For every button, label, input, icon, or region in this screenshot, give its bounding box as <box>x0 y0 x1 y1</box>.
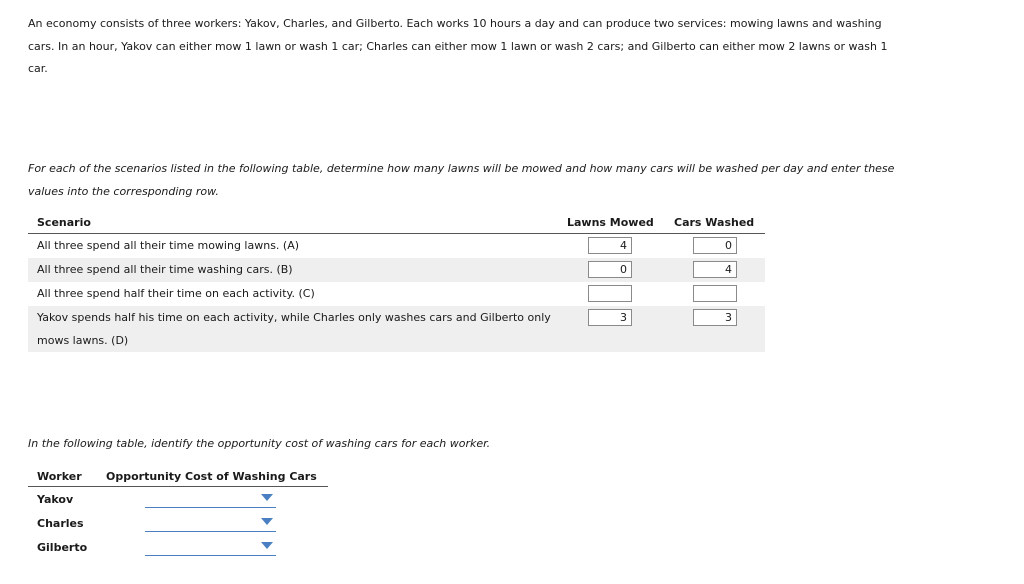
lawns-mowed-input[interactable]: 0 <box>588 261 632 278</box>
cars-washed-input[interactable]: 0 <box>693 237 737 254</box>
worker-name: Charles <box>37 517 84 530</box>
lawns-mowed-input[interactable] <box>588 285 632 302</box>
scenario-table <box>28 213 765 352</box>
worker-name: Gilberto <box>37 541 88 554</box>
table-row <box>28 511 328 535</box>
opportunity-cost-dropdown-gilberto[interactable] <box>145 539 276 556</box>
scenario-table-header <box>28 213 765 234</box>
opportunity-cost-dropdown-yakov[interactable] <box>145 491 276 508</box>
cars-washed-input[interactable] <box>693 285 737 302</box>
header-scenario: Scenario <box>37 216 91 229</box>
opportunity-cost-dropdown-charles[interactable] <box>145 515 276 532</box>
opportunity-cost-table <box>28 465 328 559</box>
header-cars-washed: Cars Washed <box>674 216 755 229</box>
opportunity-cost-instructions: In the following table, identify the opportunity cost of washing cars for each worker. <box>28 437 491 450</box>
table-row <box>28 282 765 306</box>
scenario-label: All three spend all their time mowing lawns. (A) <box>37 239 300 252</box>
table-row <box>28 258 765 282</box>
cars-washed-input[interactable]: 4 <box>693 261 737 278</box>
problem-statement: An economy consists of three workers: Yakov, Charles, and Gilberto. Each works 10 hours a day and can produce two services: mowing lawns and washing cars. In an hour, Yakov can either mow 1 lawn or wash 1 car; Charles can either mow 1 lawn or wash 2 cars; and Gilberto can either mow 2 lawns or wash 1 car. <box>28 17 888 75</box>
lawns-mowed-input[interactable]: 3 <box>588 309 632 326</box>
lawns-mowed-input[interactable]: 4 <box>588 237 632 254</box>
header-worker: Worker <box>37 470 82 483</box>
table-row <box>28 535 328 559</box>
table-row <box>28 306 765 352</box>
scenario-label: All three spend all their time washing cars. (B) <box>37 263 293 276</box>
cars-washed-input[interactable]: 3 <box>693 309 737 326</box>
worker-name: Yakov <box>37 493 74 506</box>
scenario-label: Yakov spends half his time on each activity, while Charles only washes cars and Gilberto only mows lawns. (D) <box>37 311 551 347</box>
header-opportunity-cost: Opportunity Cost of Washing Cars <box>106 470 317 483</box>
opportunity-cost-table-header <box>28 465 328 487</box>
table-row <box>28 234 765 258</box>
header-lawns-mowed: Lawns Mowed <box>567 216 654 229</box>
scenario-label: All three spend half their time on each activity. (C) <box>37 287 315 300</box>
scenario-instructions: For each of the scenarios listed in the following table, determine how many lawns will be mowed and how many cars will be washed per day and enter these values into the corresponding row. <box>28 162 895 198</box>
table-row <box>28 487 328 511</box>
